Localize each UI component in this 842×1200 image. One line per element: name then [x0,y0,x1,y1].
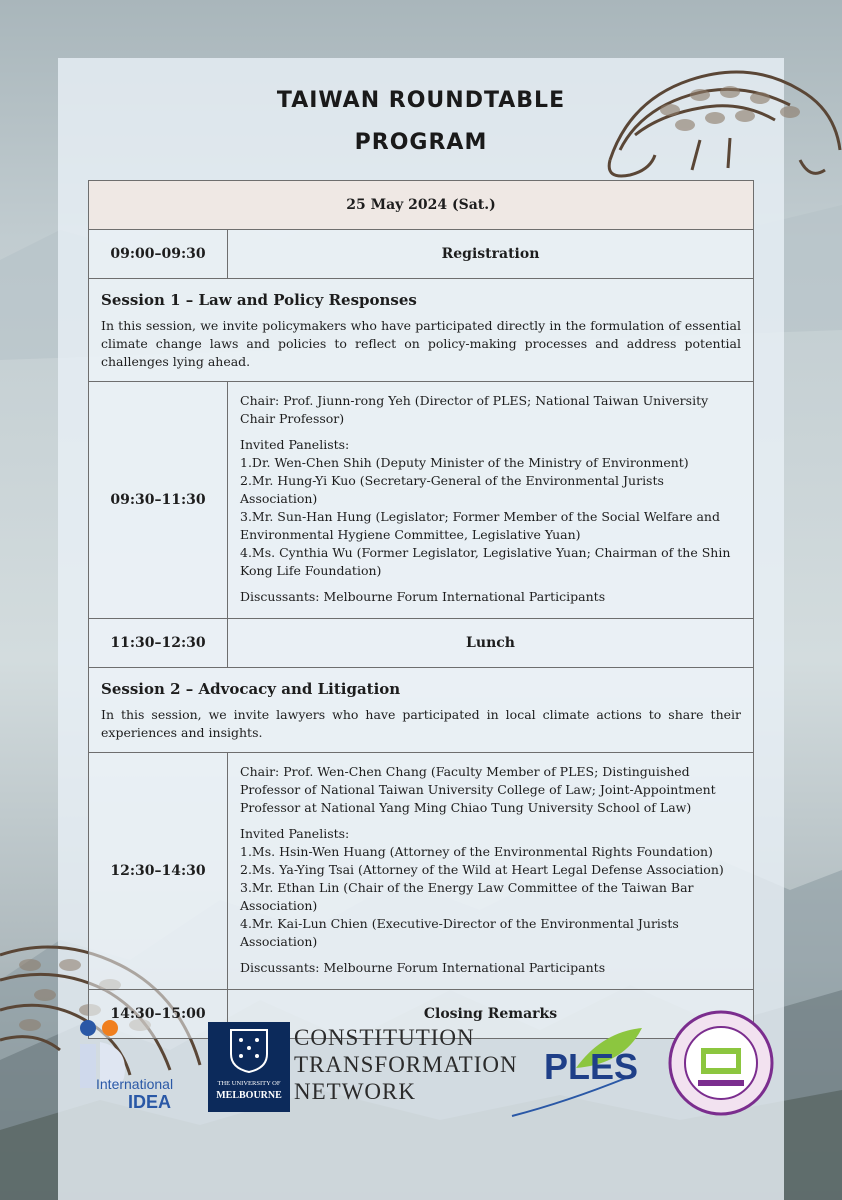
program-table [88,180,754,1039]
panelist-item: 2.Ms. Ya-Ying Tsai (Attorney of the Wild at Heart Legal Defense Association) [240,862,724,877]
session-1-discussants: Discussants: Melbourne Forum International Participants [240,589,606,604]
session-1-title: Session 1 – Law and Policy Responses [101,291,417,309]
lunch-time: 11:30–12:30 [89,619,228,668]
title-line-2: PROGRAM [354,130,488,155]
session-2-details [228,753,754,990]
session-1-details [228,382,754,619]
closing-time: 14:30–15:00 [89,990,228,1039]
session-2-description: In this session, we invite lawyers who have participated in local climate actions to share their experiences and insights. [101,707,741,740]
idea-line-1: International [96,1076,174,1092]
registration-row [89,230,754,279]
ctn-line-3: NETWORK [294,1079,416,1104]
session-1-panelists [240,436,741,580]
program-date: 25 May 2024 (Sat.) [89,181,754,230]
sponsor-logos [0,1000,842,1200]
panelist-item: 4.Ms. Cynthia Wu (Former Legislator, Legislative Yuan; Chairman of the Shin Kong Life Foundation) [240,545,731,578]
ntu-college-of-law-seal [668,1010,774,1116]
session-1-detail-row [89,382,754,619]
ctn-line-2: TRANSFORMATION [294,1052,518,1077]
session-2-time: 12:30–14:30 [89,753,228,990]
session-1-time: 09:30–11:30 [89,382,228,619]
session-2-discussants: Discussants: Melbourne Forum International Participants [240,960,606,975]
melbourne-line-2: MELBOURNE [216,1090,282,1101]
title-line-1: TAIWAN ROUNDTABLE [276,88,566,113]
panelist-item: 4.Mr. Kai-Lun Chien (Executive-Director of the Environmental Jurists Association) [240,916,679,949]
date-row [89,181,754,230]
closing-label: Closing Remarks [228,990,754,1039]
ples-text: PLES [544,1046,639,1087]
session-2-title: Session 2 – Advocacy and Litigation [101,680,401,698]
international-idea-logo [68,1018,198,1118]
session-1-intro [89,279,754,382]
session-2-panelists [240,825,741,951]
melbourne-line-1: THE UNIVERSITY OF [217,1080,281,1087]
session-2-header-row [89,668,754,753]
session-2-chair: Chair: Prof. Wen-Chen Chang (Faculty Member of PLES; Distinguished Professor of National Taiwan University College of Law; Joint-Appointment Professor at National Yang Ming Chiao Tung University School of Law) [240,764,716,815]
panelist-item: 1.Dr. Wen-Chen Shih (Deputy Minister of the Ministry of Environment) [240,455,689,470]
panelist-item: 3.Mr. Sun-Han Hung (Legislator; Former Member of the Social Welfare and Environmental Hygiene Committee, Legislative Yuan) [240,509,720,542]
registration-time: 09:00–09:30 [89,230,228,279]
panelist-item: 1.Ms. Hsin-Wen Huang (Attorney of the Environmental Rights Foundation) [240,844,713,859]
session-1-description: In this session, we invite policymakers who have participated directly in the formulation of essential climate change laws and policies to reflect on policy-making processes and address potential challenges lying ahead. [101,318,741,369]
lunch-row [89,619,754,668]
session-1-header-row [89,279,754,382]
constitution-transformation-network-logo [294,1024,518,1114]
panelists-heading: Invited Panelists: [240,826,350,841]
idea-line-2: IDEA [128,1092,172,1112]
panelist-item: 2.Mr. Hung-Yi Kuo (Secretary-General of the Environmental Jurists Association) [240,473,664,506]
melbourne-crest-icon [229,1028,269,1074]
lunch-label: Lunch [228,619,754,668]
university-of-melbourne-logo [208,1022,290,1112]
ntu-seal-icon [668,1010,774,1116]
panelists-heading: Invited Panelists: [240,437,350,452]
session-2-detail-row [89,753,754,990]
panelist-item: 3.Mr. Ethan Lin (Chair of the Energy Law Committee of the Taiwan Bar Association) [240,880,694,913]
session-2-intro [89,668,754,753]
registration-label: Registration [228,230,754,279]
ples-logo [506,1020,646,1120]
session-1-chair: Chair: Prof. Jiunn-rong Yeh (Director of PLES; National Taiwan University Chair Professor) [240,393,709,426]
program-title [88,80,754,164]
ctn-line-1: CONSTITUTION [294,1025,475,1050]
